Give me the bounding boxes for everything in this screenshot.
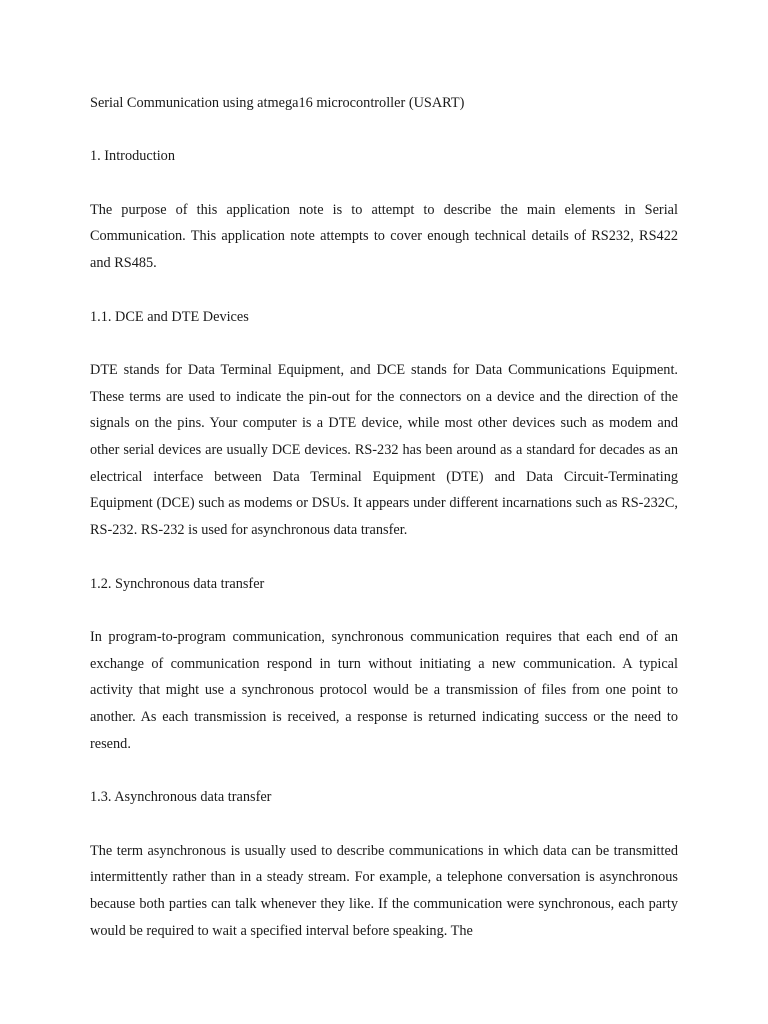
spacer	[90, 757, 678, 784]
section-heading-introduction: 1. Introduction	[90, 148, 175, 165]
spacer	[90, 544, 678, 571]
section-paragraph-synchronous: In program-to-program communication, synchronous communication requires that each end of an exchange of communication respond in turn without initiating a new communication. A typical activity that might use a synchronous protocol would be a transmission of files from one point to another. As each transmission is received, a response is returned indicating success or the need to resend.	[90, 628, 678, 752]
section-heading-dce-dte: 1.1. DCE and DTE Devices	[90, 308, 249, 325]
document-title: Serial Communication using atmega16 microcontroller (USART)	[90, 95, 465, 111]
document-page	[90, 90, 678, 944]
spacer	[90, 330, 678, 357]
spacer	[90, 170, 678, 197]
section-paragraph-dce-dte: DTE stands for Data Terminal Equipment, and DCE stands for Data Communications Equipment. These terms are used to indicate the pin-out for the connectors on a device and the direction of the signals on the pins. Your computer is a DTE device, while most other devices such as modem and other serial devices are usually DCE devices. RS-232 has been around as a standard for decades as an electrical interface between Data Terminal Equipment (DTE) and Data Circuit-Terminating Equipment (DCE) such as modems or DSUs. It appears under different incarnations such as RS-232C, RS-232. RS-232 is used for asynchronous data transfer.	[90, 361, 678, 539]
section-heading-asynchronous: 1.3. Asynchronous data transfer	[90, 789, 272, 806]
spacer	[90, 277, 678, 304]
section-paragraph-asynchronous: The term asynchronous is usually used to describe communications in which data can be transmitted intermittently rather than in a steady stream. For example, a telephone conversation is asynchronous because both parties can talk whenever they like. If the communication were synchronous, each party would be required to wait a specified interval before speaking. The	[90, 842, 678, 939]
spacer	[90, 597, 678, 624]
spacer	[90, 811, 678, 838]
section-paragraph-introduction: The purpose of this application note is to attempt to describe the main elements in Serial Communication. This application note attempts to cover enough technical details of RS232, RS422 and RS485.	[90, 201, 678, 272]
section-heading-synchronous: 1.2. Synchronous data transfer	[90, 575, 265, 592]
spacer	[90, 117, 678, 144]
